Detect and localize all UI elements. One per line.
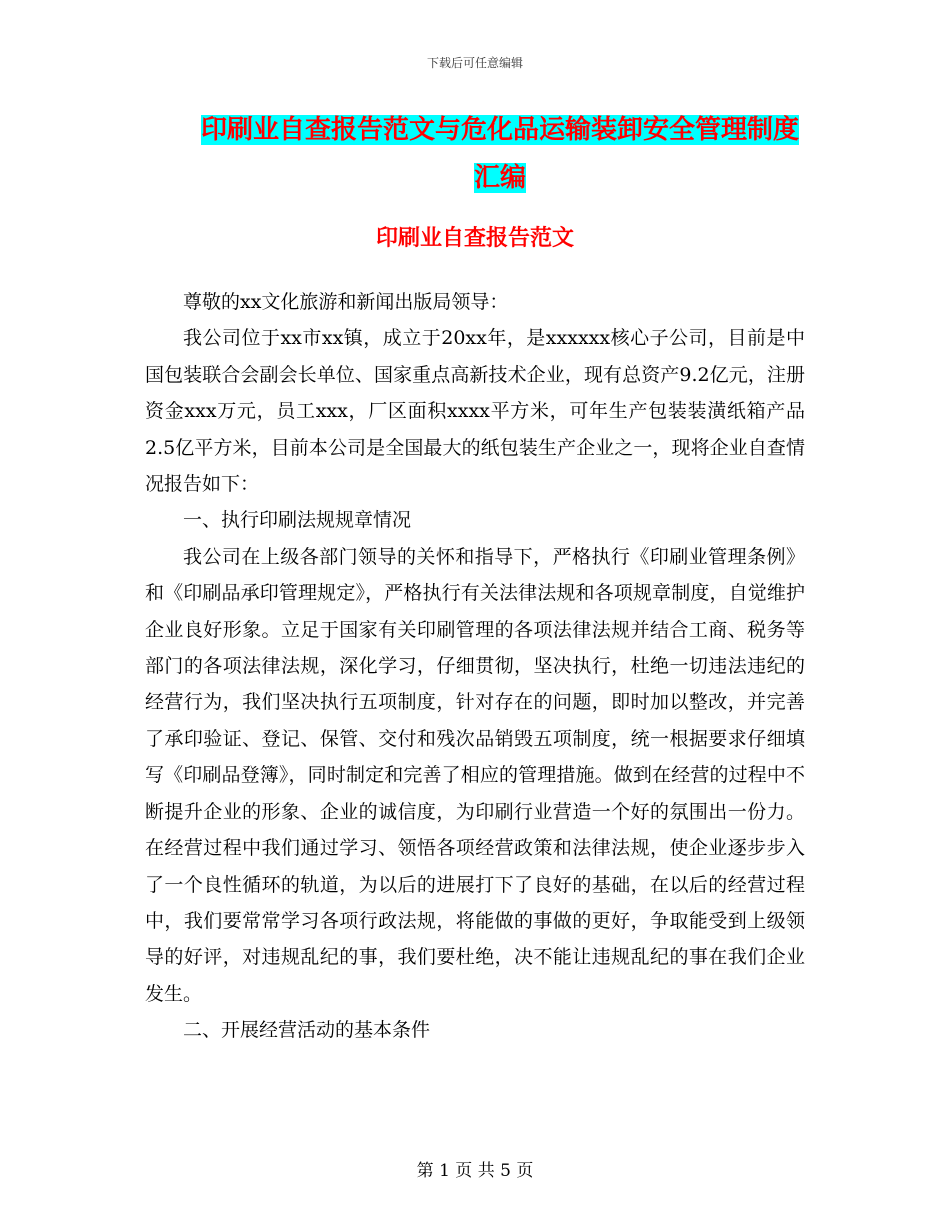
page-header-note: 下载后可任意编辑 — [426, 56, 523, 70]
page-number-footer: 第 1 页 共 5 页 — [416, 1161, 534, 1181]
document-body — [145, 284, 805, 1049]
body-paragraph: 我公司在上级各部门领导的关怀和指导下，严格执行《印刷业管理条例》和《印刷品承印管理规定》，严格执行有关法律法规和各项规章制度，自觉维护企业良好形象。立足于国家有关印刷管理的各项法律法规并结合工商、税务等部门的各项法律法规，深化学习，仔细贯彻，坚决执行，杜绝一切违法违纪的经营行为，我们坚决执行五项制度，针对存在的问题，即时加以整改，并完善了承印验证、登记、保管、交付和残次品销毁五项制度，统一根据要求仔细填写《印刷品登簿》，同时制定和完善了相应的管理措施。做到在经营的过程中不断提升企业的形象、企业的诚信度，为印刷行业营造一个好的氛围出一份力。在经营过程中我们通过学习、领悟各项经营政策和法律法规，使企业逐步步入了一个良性循环的轨道，为以后的进展打下了良好的基础，在以后的经营过程中，我们要常常学习各项行政法规，将能做的事做的更好，争取能受到上级领导的好评，对违规乱纪的事，我们要杜绝，决不能让违规乱纪的事在我们企业发生。 — [145, 545, 805, 1005]
heading-paragraph-2: 二、开展经营活动的基本条件 — [183, 1019, 431, 1042]
heading-paragraph-1: 一、执行印刷法规规章情况 — [183, 509, 412, 532]
salutation-paragraph: 尊敬的xx文化旅游和新闻出版局领导： — [183, 291, 509, 313]
intro-paragraph: 我公司位于xx市xx镇，成立于20xx年，是xxxxxx核心子公司，目前是中国包装联合会副会长单位、国家重点高新技术企业，现有总资产9.2亿元，注册资金xxx万元，员工xxx，厂区面积xxxx平方米，可年生产包装装潢纸箱产品2.5亿平方米，目前本公司是全国最大的纸包装生产企业之一，现将企业自查情况报告如下： — [145, 327, 805, 496]
document-title-line-2: 汇编 — [473, 163, 526, 193]
section-title: 印刷业自查报告范文 — [375, 225, 574, 251]
document-title — [140, 106, 860, 202]
document-title-line-1: 印刷业自查报告范文与危化品运输装卸安全管理制度 — [200, 115, 799, 145]
